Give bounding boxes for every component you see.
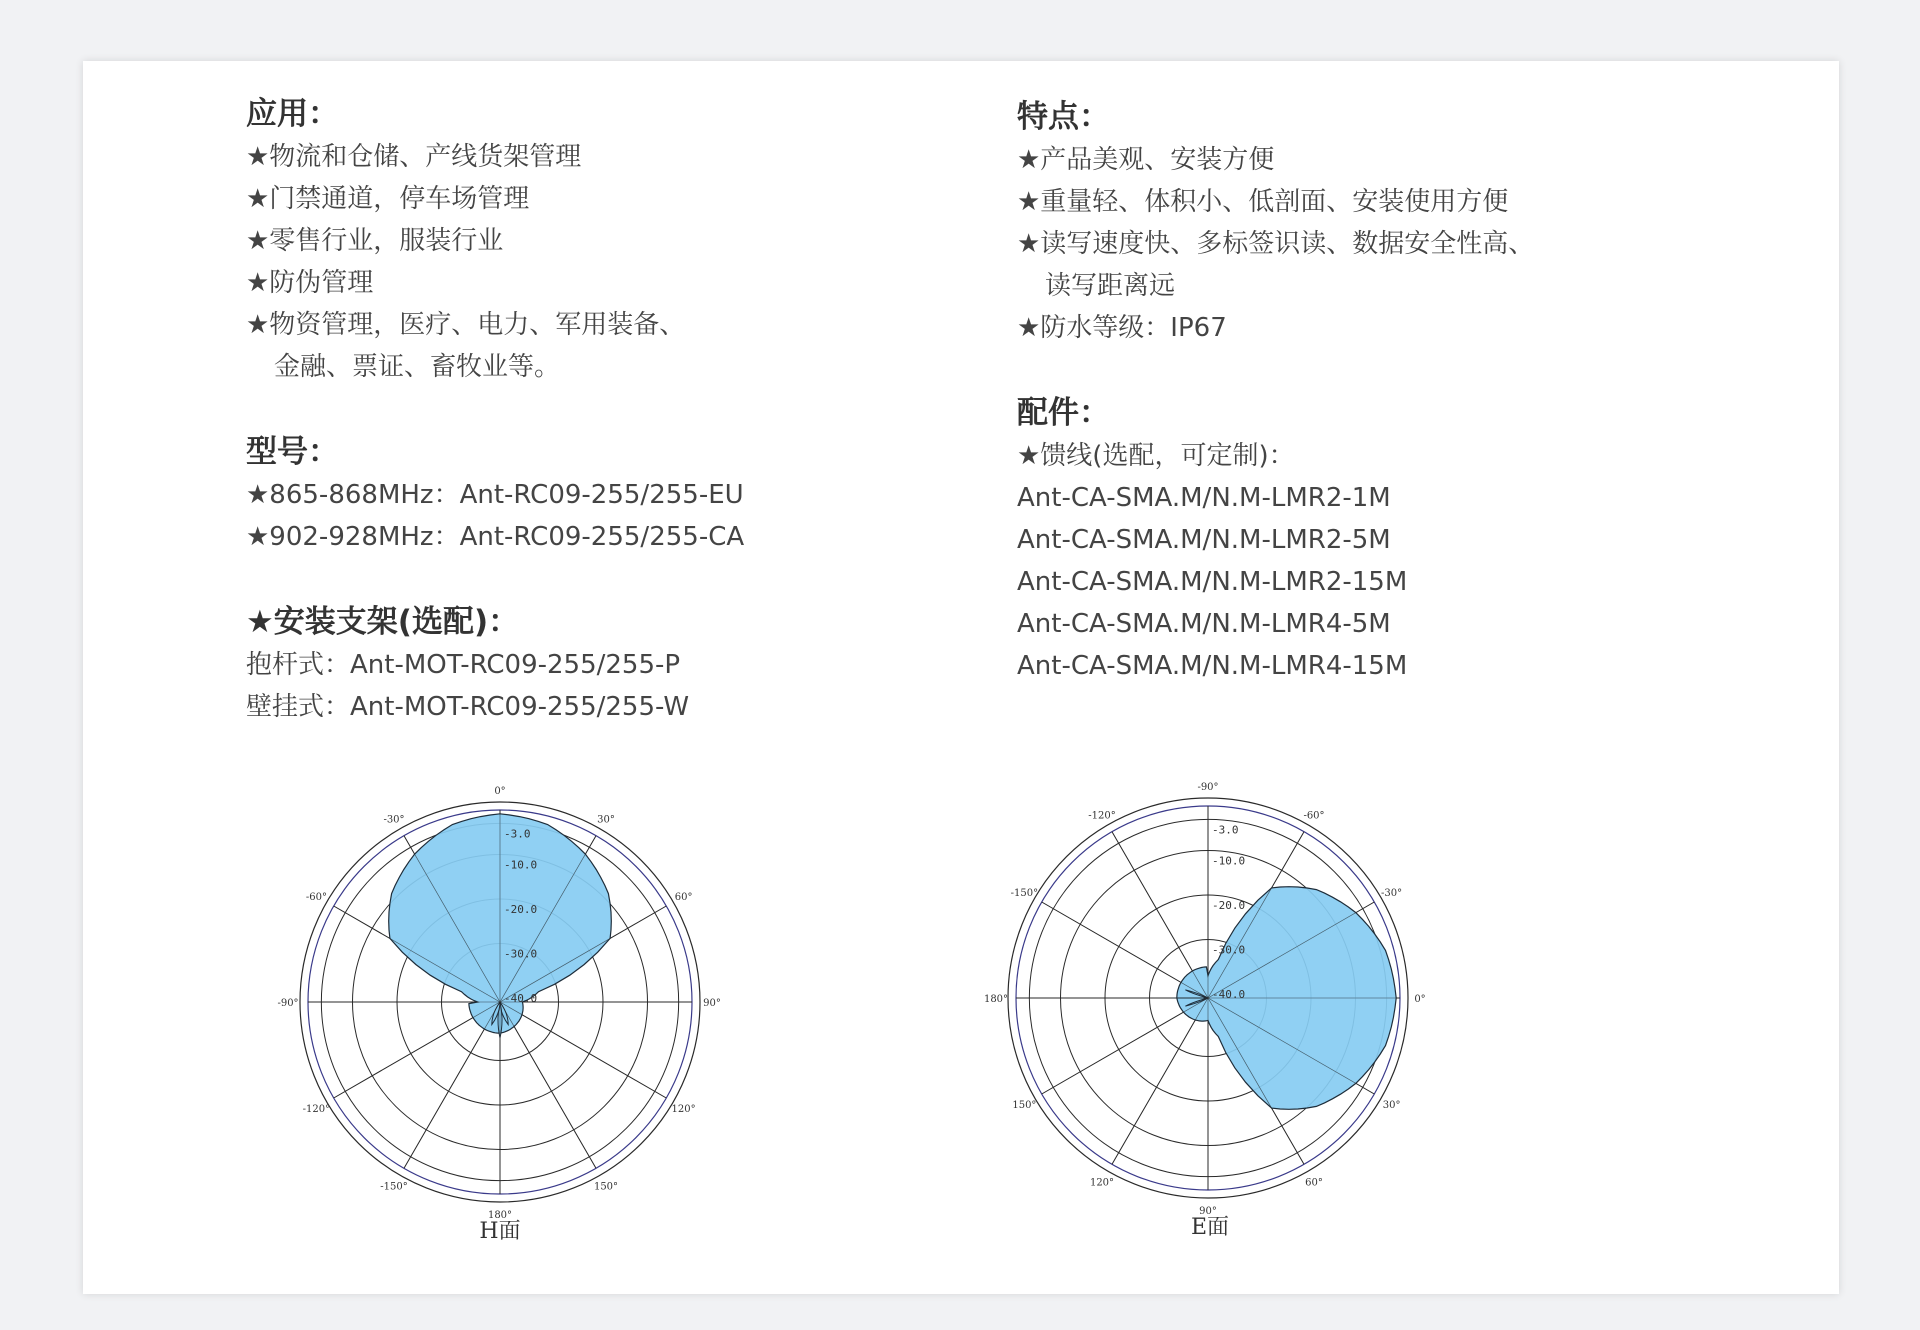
angle-label: -30° [383,814,405,826]
angle-label: 150° [593,1181,619,1193]
radial-label: -3.0 [1212,823,1239,837]
applications-heading: 应用： [246,96,339,132]
angle-label: 30° [597,814,615,826]
angle-label: 60° [674,892,693,903]
features-heading: 特点： [1017,99,1110,135]
applications-section [246,94,946,388]
angle-spoke-overlay [404,1002,500,1168]
bracket-section [246,602,946,728]
feature-item: ★重量轻、体积小、低剖面、安装使用方便 [1017,187,1509,217]
angle-label: -90° [1197,782,1219,793]
application-item: ★物资管理，医疗、电力、军用装备、 [246,310,686,340]
radial-label: -10.0 [1212,854,1246,868]
radial-label: -40.0 [504,992,538,1005]
right-column [1017,97,1797,731]
radial-label: -10.0 [504,858,538,872]
e-plane-radiation-pattern [983,782,1428,1240]
angle-label: 180° [487,1210,513,1221]
accessory-item: Ant-CA-SMA.M/N.M-LMR2-5M [1017,525,1391,555]
bracket-item: 抱杆式：Ant-MOT-RC09-255/255-P [246,650,681,680]
bracket-heading: ★安装支架(选配)： [246,604,520,640]
angle-label: -120° [1088,810,1116,822]
e-plane-caption: E面 [1190,1215,1230,1240]
feature-item: ★读写速度快、多标签识读、数据安全性高、 [1017,229,1535,259]
angle-label: 30° [1382,1100,1401,1111]
angle-label: 180° [983,994,1009,1005]
accessory-item: Ant-CA-SMA.M/N.M-LMR2-1M [1017,483,1391,513]
features-section [1017,97,1797,349]
h-plane-radiation-pattern [277,786,721,1244]
angle-label: 90° [703,998,721,1009]
bracket-item: 壁挂式：Ant-MOT-RC09-255/255-W [246,692,690,722]
h-plane-polar-chart [277,786,721,1221]
angle-spoke-overlay [500,1002,596,1168]
accessory-item: Ant-CA-SMA.M/N.M-LMR2-15M [1017,567,1408,597]
feature-item-continued: 读写距离远 [1045,271,1176,301]
radial-label: -40.0 [1212,988,1246,1001]
h-plane-caption: H面 [479,1219,521,1244]
radial-label: -3.0 [504,827,531,841]
angle-spoke-overlay [1042,902,1208,998]
angle-label: 90° [1199,1206,1217,1217]
angle-label: -60° [1303,810,1325,822]
angle-label: -120° [302,1104,331,1115]
angle-label: 120° [1089,1177,1115,1189]
feature-item: ★防水等级：IP67 [1017,313,1227,343]
model-item: ★865-868MHz：Ant-RC09-255/255-EU [246,480,744,510]
angle-label: 0° [494,786,506,797]
accessory-item: ★馈线(选配，可定制)： [1017,441,1295,471]
angle-label: -150° [1010,888,1039,899]
radial-label: -30.0 [504,947,538,961]
application-item: ★物流和仓储、产线货架管理 [246,142,582,172]
left-column [246,94,946,772]
angle-spoke-overlay [1112,832,1208,998]
application-item: ★防伪管理 [246,268,374,298]
accessories-section [1017,393,1797,687]
application-item: ★门禁通道，停车场管理 [246,184,530,214]
angle-label: -60° [305,892,327,903]
angle-spoke-overlay [500,1002,666,1098]
accessory-item: Ant-CA-SMA.M/N.M-LMR4-15M [1017,651,1408,681]
feature-item: ★产品美观、安装方便 [1017,145,1275,175]
accessories-heading: 配件： [1017,395,1110,431]
angle-spoke-overlay [334,1002,500,1098]
accessory-item: Ant-CA-SMA.M/N.M-LMR4-5M [1017,609,1391,639]
radial-label: -20.0 [504,903,538,916]
models-heading: 型号： [246,434,339,470]
models-section [246,432,946,558]
application-item-continued: 金融、票证、畜牧业等。 [274,352,561,382]
e-plane-polar-chart [983,782,1428,1217]
angle-label: -150° [380,1181,408,1193]
angle-label: 60° [1305,1177,1323,1189]
radial-label: -20.0 [1212,899,1246,912]
angle-label: 150° [1012,1100,1037,1111]
angle-spoke-overlay [1042,998,1208,1094]
angle-spoke-overlay [1112,998,1208,1164]
angle-label: 120° [671,1104,696,1115]
radial-label: -30.0 [1212,943,1246,957]
application-item: ★零售行业，服装行业 [246,226,504,256]
angle-label: -90° [277,998,299,1009]
angle-label: 0° [1414,994,1426,1005]
angle-label: -30° [1381,888,1403,899]
model-item: ★902-928MHz：Ant-RC09-255/255-CA [246,522,745,552]
